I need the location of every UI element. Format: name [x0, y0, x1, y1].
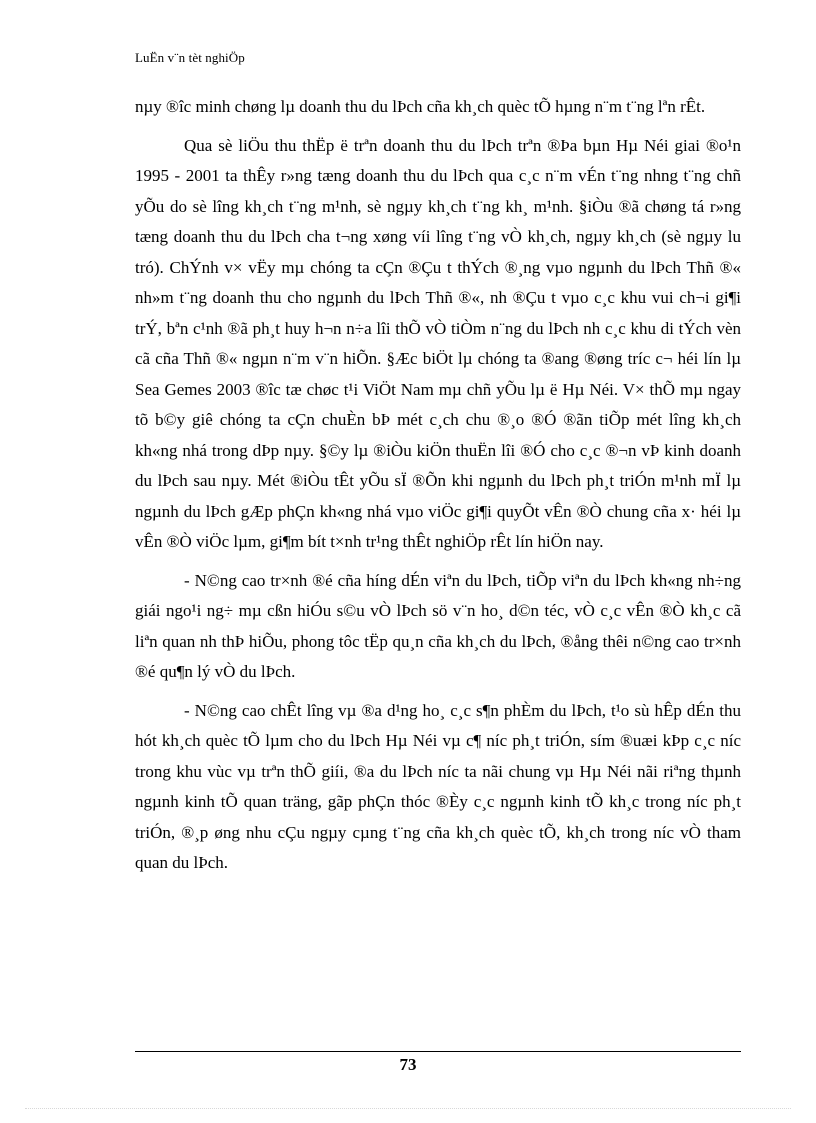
running-header: LuËn v¨n tèt nghiÖp [135, 50, 245, 65]
paragraph-guide-training: - N©ng cao tr×nh ®é cña híng dÉn viªn du lÞch, tiÕp viªn du lÞch kh«ng nh÷ng giái ngo¹i ng÷ mµ cßn hiÓu s©u vÒ lÞch sö v¨n ho¸ d©n téc, vÒ c¸c vÊn ®Ò kh¸c cã liªn quan nh thÞ hiÕu, phong tôc tËp qu¸n cña kh¸ch du lÞch, ®ång thêi n©ng cao tr×nh ®é qu¶n lý vÒ du lÞch. [135, 570, 741, 681]
paragraph-product-quality: - N©ng cao chÊt lîng vµ ®a d¹ng ho¸ c¸c s¶n phÈm du lÞch, t¹o sù hÊp dÉn thu hót kh¸ch quèc tÕ lµm cho du lÞch Hµ Néi vµ c¶ níc ph¸t triÓn, sím ®uæi kÞp c¸c níc trong khu vùc vµ trªn thÕ giíi, ®a du lÞch níc ta nãi chung vµ Hµ Néi nãi riªng thµnh ngµnh kinh tÕ quan träng, gãp phÇn thóc ®Èy c¸c ngµnh kinh tÕ kh¸c trong níc ph¸t triÓn, ®¸p øng nhu cÇu ngµy cµng t¨ng cña kh¸ch quèc tÕ, kh¸ch trong níc vÒ tham quan du lÞch. [135, 700, 741, 872]
paragraph-revenue-analysis: Qua sè liÖu thu thËp ë trªn doanh thu du lÞch trªn ®Þa bµn Hµ Néi giai ®o¹n 1995 - 2001 ta thÊy r»ng tæng doanh thu du lÞch qua c¸c n¨m vÉn t¨ng nhng t¨ng chñ yÕu do sè lîng kh¸ch t¨ng m¹nh, sè ngµy kh¸ch t¨ng kh¸ m¹nh. §iÒu ®ã chøng tá r»ng tæng doanh thu du lÞch cha t¬ng xøng víi lîng t¨ng vÒ kh¸ch, ngµy kh¸ch (sè ngµy lu tró). ChÝnh v× vËy mµ chóng ta cÇn ®Çu t thÝch ®¸ng vµo ngµnh du lÞch Thñ ®« nh»m t¨ng doanh thu cho ngµnh du lÞch Thñ ®«, nh ®Çu t vµo c¸c khu vui ch¬i gi¶i trÝ, bªn c¹nh ®ã ph¸t huy h¬n n÷a lîi thÕ vÒ tiÒm n¨ng du lÞch nh c¸c khu di tÝch vèn cã cña Thñ ®« ngµn n¨m v¨n hiÕn. §Æc biÖt lµ chóng ta ®ang ®øng tríc c¬ héi lín lµ Sea Gemes 2003 ®îc tæ chøc t¹i ViÖt Nam mµ chñ yÕu lµ ë Hµ Néi. V× thÕ mµ ngay tõ b©y giê chóng ta cÇn chuÈn bÞ mét c¸ch chu ®¸o ®Ó ®ãn tiÕp mét lîng kh¸ch kh«ng nhá trong dÞp nµy. §©y lµ ®iÒu kiÖn thuËn lîi ®Ó cho c¸c ®¬n vÞ kinh doanh du lÞch sau nµy. Mét ®iÒu tÊt yÕu sÏ ®Õn khi ngµnh du lÞch ph¸t triÓn m¹nh mÏ lµ ngµnh du lÞch gÆp phÇn kh«ng nhá vµo viÖc gi¶i quyÕt vÊn ®Ò chung cña x· héi lµ vÊn ®Ò viÖc lµm, gi¶m bít t×nh tr¹ng thÊt nghiÖp rÊt lín hiÖn nay. [135, 135, 741, 551]
document-body [135, 92, 741, 887]
page-number: 73 [399, 1055, 417, 1074]
paragraph-continuation: nµy ®îc minh chøng lµ doanh thu du lÞch cña kh¸ch quèc tÕ hµng n¨m t¨ng lªn rÊt. [135, 97, 706, 116]
page-bottom-edge [25, 1108, 791, 1109]
footer-divider [135, 1051, 741, 1052]
